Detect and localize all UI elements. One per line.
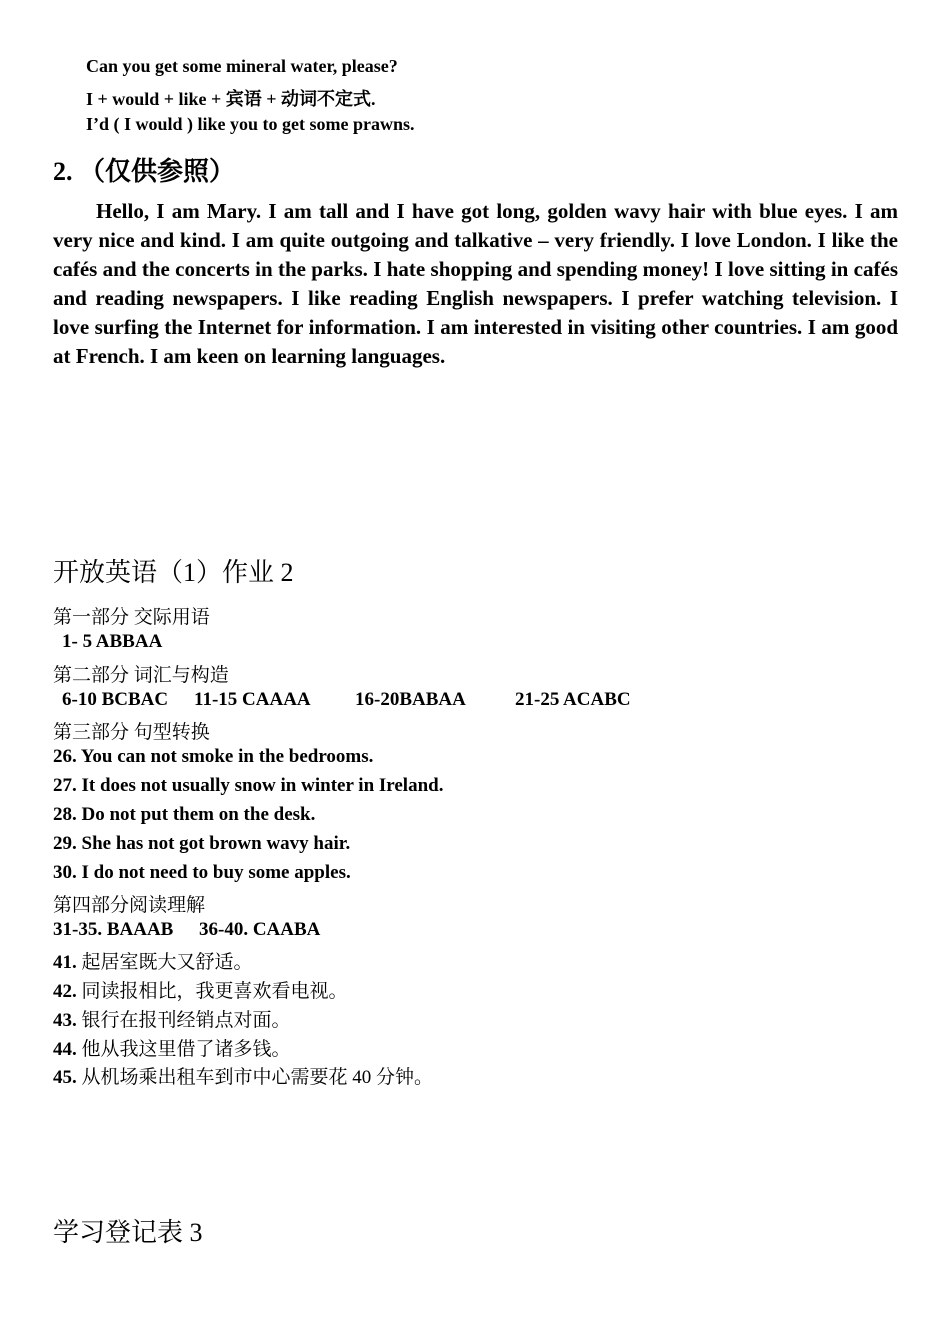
part3-item: 26. You can not smoke in the bedrooms.	[53, 746, 374, 767]
translation-text: 起居室既大又舒适。	[81, 952, 253, 973]
part3-label: 第三部分 句型转换	[53, 722, 210, 743]
part2-label: 第二部分 词汇与构造	[53, 665, 229, 686]
intro-line: I + would + like + 宾语 + 动词不定式.	[86, 89, 376, 109]
translation-number: 45.	[53, 1067, 77, 1088]
part2-answer-group: 6-10 BCBAC	[62, 689, 169, 710]
translation-item	[53, 976, 348, 1003]
part4-answer-group: 36-40. CAABA	[199, 919, 321, 940]
translation-item	[53, 1034, 291, 1061]
part1-label: 第一部分 交际用语	[53, 607, 210, 628]
part2-answer-group: 21-25 ACABC	[515, 689, 631, 710]
translation-number: 43.	[53, 1010, 77, 1031]
intro-line: I’d ( I would ) like you to get some prawns.	[86, 114, 415, 134]
part3-item: 27. It does not usually snow in winter in Ireland.	[53, 775, 444, 796]
translation-item	[53, 1062, 433, 1089]
translation-item	[53, 1005, 291, 1032]
translation-text: 从机场乘出租车到市中心需要花 40 分钟。	[81, 1067, 434, 1088]
part4-label: 第四部分阅读理解	[53, 895, 206, 916]
translation-text: 同读报相比，我更喜欢看电视。	[81, 981, 348, 1002]
translation-item	[53, 947, 253, 974]
part3-item: 30. I do not need to buy some apples.	[53, 862, 351, 883]
register3-title: 学习登记表 3	[53, 1218, 203, 1247]
translation-number: 44.	[53, 1039, 77, 1060]
homework2-title: 开放英语（1）作业 2	[53, 558, 294, 587]
section2-paragraph: Hello, I am Mary. I am tall and I have got long, golden wavy hair with blue eyes. I am very nice and kind. I am quite outgoing and talkative – very friendly. I love London. I like the cafés and the concerts in the parks. I hate shopping and spending money! I love sitting in cafés and reading newspapers. I like reading English newspapers. I prefer watching television. I love surfing the Internet for information. I am interested in visiting other countries. I am good at French. I am keen on learning languages.	[53, 199, 898, 368]
translation-text: 他从我这里借了诸多钱。	[81, 1039, 291, 1060]
translation-text: 银行在报刊经销点对面。	[81, 1010, 291, 1031]
part2-answer-group: 16-20BABAA	[355, 689, 466, 710]
part3-item: 29. She has not got brown wavy hair.	[53, 833, 351, 854]
part2-answer-group: 11-15 CAAAA	[194, 689, 311, 710]
part3-item: 28. Do not put them on the desk.	[53, 804, 316, 825]
intro-line: Can you get some mineral water, please?	[86, 56, 398, 76]
translation-number: 42.	[53, 981, 77, 1002]
translation-number: 41.	[53, 952, 77, 973]
part4-answer-group: 31-35. BAAAB	[53, 919, 174, 940]
part1-answers: 1- 5 ABBAA	[62, 631, 163, 652]
section2-heading: 2. （仅供参照）	[53, 157, 236, 186]
